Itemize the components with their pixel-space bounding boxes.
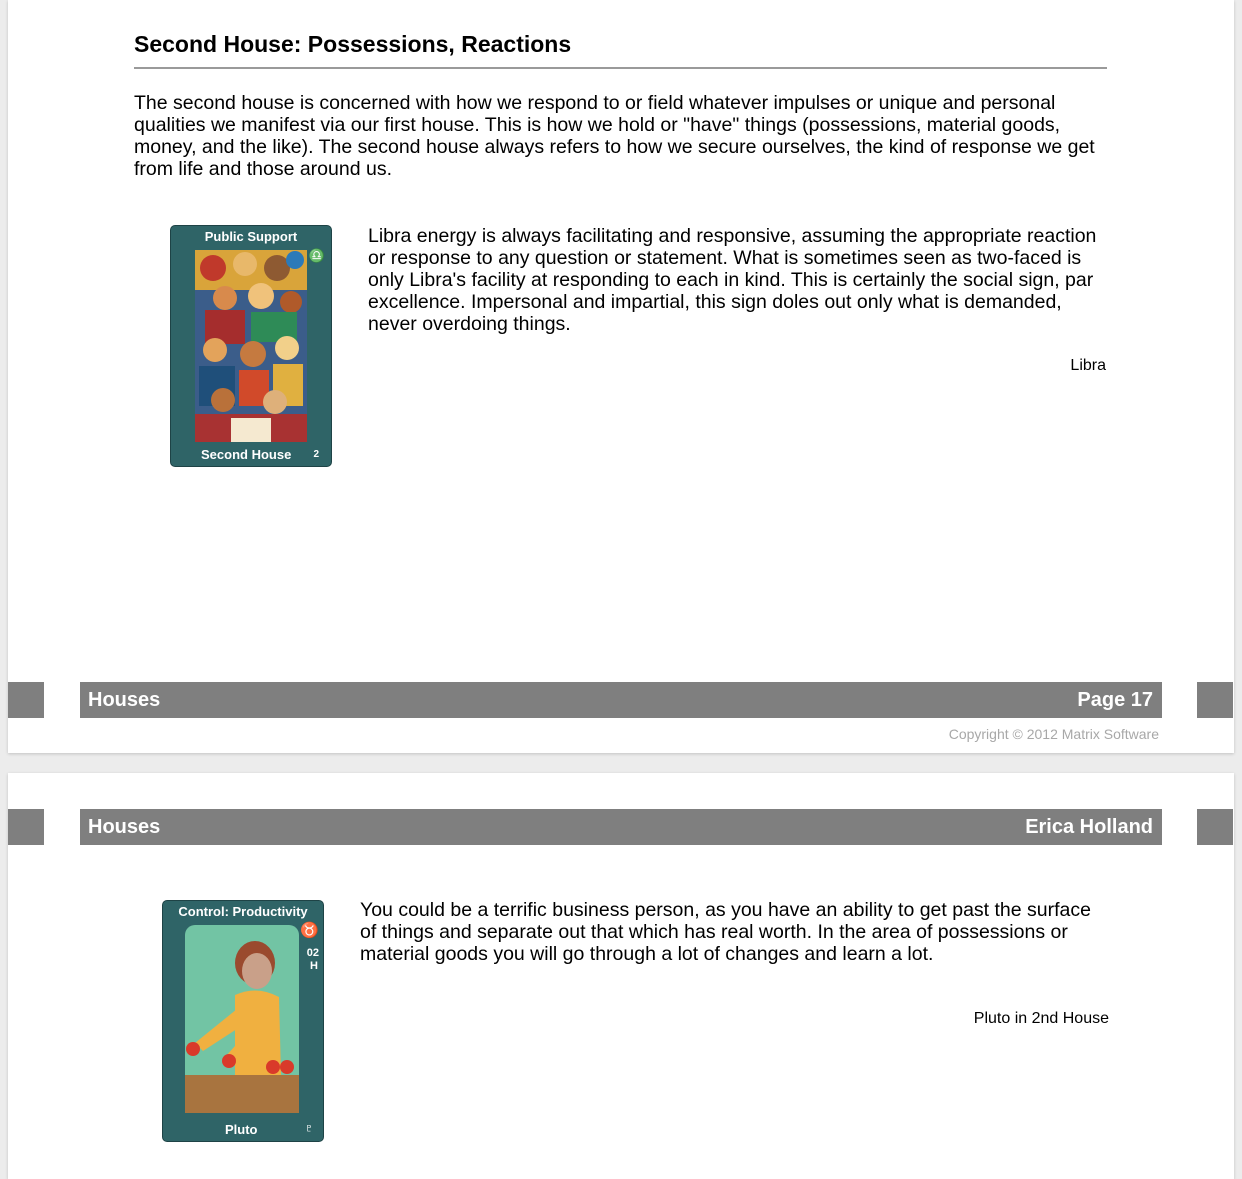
pluto-card-image <box>162 900 324 1142</box>
card-bottom-label: Pluto <box>225 1122 258 1137</box>
header-right-tab <box>1197 809 1233 845</box>
footer-right-tab <box>1197 682 1233 718</box>
pluto-symbol-icon: ♇ <box>303 1120 315 1137</box>
header-bar <box>80 809 1162 845</box>
section-title: Second House: Possessions, Reactions <box>134 31 1107 69</box>
taurus-symbol-icon: ♉ <box>300 922 319 939</box>
header-left-tab <box>8 809 44 845</box>
header-section-label: Houses <box>88 816 161 838</box>
libra-card-image <box>170 225 332 467</box>
card-bottom-label: Second House <box>201 447 292 462</box>
house-number-label: 02 <box>306 947 319 959</box>
libra-symbol-icon: ♎ <box>308 248 325 263</box>
pluto-figure-illustration <box>185 925 299 1113</box>
card-top-label: Public Support <box>204 229 298 244</box>
footer-bar <box>80 682 1162 718</box>
intro-paragraph: The second house is concerned with how we respond to or field whatever impulses or unique and personal qualities we manifest via our first house. This is how we hold or "have" things (possessions, material goods, money, and the like). The second house always refers to how we secure ourselves, the kind of response we get from life and those around us. <box>134 92 1095 180</box>
libra-paragraph: Libra energy is always facilitating and responsive, assuming the appropriate reaction or response to any question or statement. What is sometimes seen as two-faced is only Libra's facility at responding to each in kind. This is certainly the social sign, par excellence. Impersonal and impartial, this sign doles out only what is demanded, never overdoing things. <box>368 225 1097 335</box>
copyright-text: Copyright © 2012 Matrix Software <box>948 726 1159 742</box>
house-letter-label: H <box>310 960 318 972</box>
card-number: 2 <box>313 449 319 460</box>
footer-section-label: Houses <box>88 689 161 711</box>
libra-caption: Libra <box>1070 357 1106 374</box>
pluto-caption: Pluto in 2nd House <box>973 1010 1109 1027</box>
client-name: Erica Holland <box>1025 816 1153 838</box>
document-page-17 <box>8 0 1234 753</box>
footer-left-tab <box>8 682 44 718</box>
card-top-label: Control: Productivity <box>178 904 308 919</box>
crowd-illustration <box>195 250 307 442</box>
pluto-paragraph: You could be a terrific business person, as you have an ability to get past the surface of things and separate out that which has real worth. In the area of possessions or material goods you will go through a lot of changes and learn a lot. <box>360 899 1091 965</box>
page-number: Page 17 <box>1077 689 1153 711</box>
